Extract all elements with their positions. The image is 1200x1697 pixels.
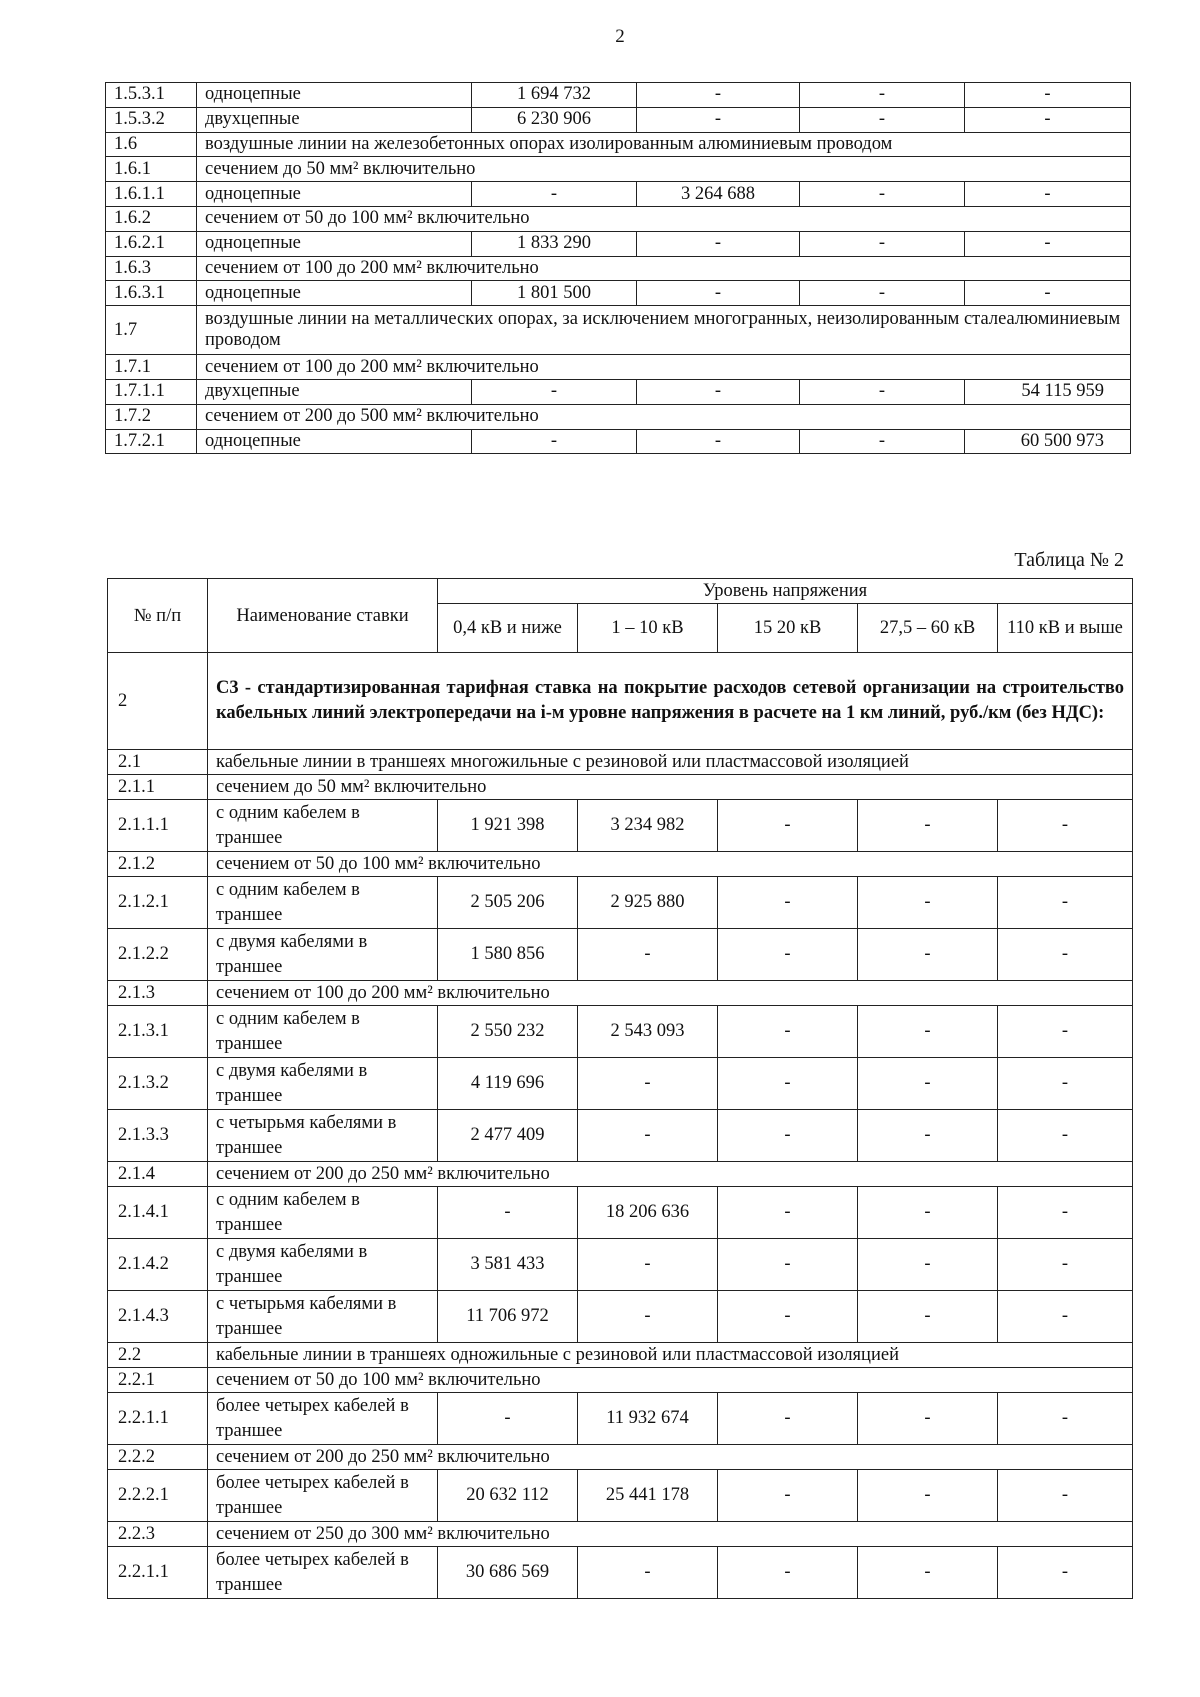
rate-value: - [998,877,1133,929]
row-name: с одним кабелем в траншее [208,877,438,929]
table-row [108,1368,1133,1393]
row-name: с одним кабелем в траншее [208,800,438,852]
rate-value: - [858,929,998,981]
column-header-level: 1 – 10 кВ [578,604,718,653]
rate-value: - [998,1291,1133,1343]
row-number: 2.1.1 [108,775,208,800]
table-row [108,1110,1133,1162]
row-section-title: сечением от 200 до 250 мм² включительно [208,1445,1133,1470]
table-row [106,429,1131,454]
table-row [108,775,1133,800]
table-row [106,107,1131,132]
rate-value: - [998,1110,1133,1162]
row-section-title: сечением от 200 до 250 мм² включительно [208,1162,1133,1187]
row-section-title: воздушные линии на железобетонных опорах изолированным алюминиевым проводом [197,132,1131,157]
table-row [108,800,1133,852]
column-header-level: 15 20 кВ [718,604,858,653]
rate-value: - [637,281,800,306]
rate-value: - [718,1058,858,1110]
rate-value: 18 206 636 [578,1187,718,1239]
row-name: одноцепные [197,231,472,256]
rate-value: - [998,1470,1133,1522]
table-row [108,653,1133,750]
table-row [108,1522,1133,1547]
rate-value: - [858,1239,998,1291]
row-name: с одним кабелем в траншее [208,1187,438,1239]
row-section-title: сечением от 100 до 200 мм² включительно [197,256,1131,281]
row-number: 2.1.3.1 [108,1006,208,1058]
row-section-title: воздушные линии на металлических опорах, за исключением многогранных, неизолированным сталеалюминиевым проводом [197,306,1131,355]
row-name: с двумя кабелями в траншее [208,1058,438,1110]
rate-value: - [858,1291,998,1343]
row-number: 2.2.2 [108,1445,208,1470]
rate-value: - [858,800,998,852]
row-section-title: сечением от 250 до 300 мм² включительно [208,1522,1133,1547]
row-section-title: кабельные линии в траншеях многожильные с резиновой или пластмассовой изоляцией [208,750,1133,775]
row-number: 2.2.1.1 [108,1547,208,1599]
rate-value: - [637,429,800,454]
rate-value: - [858,1058,998,1110]
row-name: двухцепные [197,379,472,404]
rate-value: - [858,1547,998,1599]
table-row [108,852,1133,877]
table-row [108,877,1133,929]
row-name: с двумя кабелями в траншее [208,1239,438,1291]
rate-value: - [718,1187,858,1239]
rate-value: - [998,1058,1133,1110]
rate-value: - [578,929,718,981]
rate-value: 1 694 732 [472,83,637,108]
row-name: двухцепные [197,107,472,132]
rate-value: - [578,1058,718,1110]
column-header-name: Наименование ставки [208,579,438,653]
row-name: одноцепные [197,83,472,108]
rate-value: 60 500 973 [965,429,1131,454]
table-row [108,981,1133,1006]
table-row [106,182,1131,207]
rate-value: - [998,1239,1133,1291]
row-section-title: сечением от 50 до 100 мм² включительно [208,852,1133,877]
table-row [106,379,1131,404]
table-row [106,355,1131,380]
rate-value: 1 921 398 [438,800,578,852]
table-row [106,404,1131,429]
table-row [106,306,1131,355]
rate-value: - [637,231,800,256]
rate-value: 54 115 959 [965,379,1131,404]
row-number: 1.6.1 [106,157,197,182]
rate-value: - [637,107,800,132]
table-row [108,1239,1133,1291]
row-number: 2.1.3.3 [108,1110,208,1162]
rate-value: - [965,231,1131,256]
rate-value: - [718,877,858,929]
row-name: одноцепные [197,182,472,207]
table-row [108,1547,1133,1599]
rate-value: 2 543 093 [578,1006,718,1058]
row-number: 2.1.4.1 [108,1187,208,1239]
rate-value: - [800,429,965,454]
row-name: одноцепные [197,281,472,306]
row-number: 2.1.2.1 [108,877,208,929]
rate-value: - [718,1006,858,1058]
rate-value: - [800,83,965,108]
table-row [108,1187,1133,1239]
rate-value: - [718,1393,858,1445]
row-section-title: сечением до 50 мм² включительно [208,775,1133,800]
rate-value: - [965,182,1131,207]
table-row [108,1470,1133,1522]
row-number: 1.6.3.1 [106,281,197,306]
rate-value: 11 932 674 [578,1393,718,1445]
rate-value: 11 706 972 [438,1291,578,1343]
table-row [108,1393,1133,1445]
rate-value: - [578,1547,718,1599]
row-name: с четырьмя кабелями в траншее [208,1291,438,1343]
rate-value: - [718,1239,858,1291]
row-name: одноцепные [197,429,472,454]
rate-value: - [998,1187,1133,1239]
rate-value: - [998,1393,1133,1445]
row-number: 2.2.1 [108,1368,208,1393]
rate-value: - [800,107,965,132]
row-number: 2.1.4.2 [108,1239,208,1291]
row-section-title: сечением от 200 до 500 мм² включительно [197,404,1131,429]
row-number: 1.5.3.2 [106,107,197,132]
rate-value: - [965,83,1131,108]
column-header-voltage: Уровень напряжения [438,579,1133,604]
row-number: 2.1.1.1 [108,800,208,852]
row-number: 1.6.3 [106,256,197,281]
row-number: 1.7.1 [106,355,197,380]
row-section-title: кабельные линии в траншеях одножильные с резиновой или пластмассовой изоляцией [208,1343,1133,1368]
rate-value: 4 119 696 [438,1058,578,1110]
rate-value: 6 230 906 [472,107,637,132]
rate-value: - [438,1393,578,1445]
row-number: 1.5.3.1 [106,83,197,108]
rate-value: 1 580 856 [438,929,578,981]
table-row [108,750,1133,775]
rate-value: 25 441 178 [578,1470,718,1522]
row-section-title: сечением от 50 до 100 мм² включительно [208,1368,1133,1393]
rate-value: - [998,1547,1133,1599]
rate-value: - [578,1239,718,1291]
rates-table-continued [105,82,1131,454]
rate-value: - [578,1110,718,1162]
table-row [108,1445,1133,1470]
row-number: 1.6.2 [106,206,197,231]
row-name: более четырех кабелей в траншее [208,1547,438,1599]
rate-value: - [637,83,800,108]
column-header-level: 27,5 – 60 кВ [858,604,998,653]
rate-value: 2 505 206 [438,877,578,929]
table-row [108,1291,1133,1343]
table-row [106,231,1131,256]
row-number: 2.2.2.1 [108,1470,208,1522]
rate-value: - [965,107,1131,132]
table-row [106,157,1131,182]
row-number: 2.2.3 [108,1522,208,1547]
rate-value: - [800,281,965,306]
row-number: 2.1.2 [108,852,208,877]
table-row [106,83,1131,108]
table-row [108,1343,1133,1368]
rate-value: - [472,429,637,454]
row-number: 1.7.1.1 [106,379,197,404]
page-number: 2 [615,26,625,47]
rate-value: - [800,231,965,256]
rate-value: - [800,379,965,404]
rate-value: - [858,1393,998,1445]
row-number: 1.6.2.1 [106,231,197,256]
row-number: 2.1.4 [108,1162,208,1187]
row-number: 1.6.1.1 [106,182,197,207]
row-number: 2.1 [108,750,208,775]
rate-value: - [998,929,1133,981]
table-row [108,1162,1133,1187]
table-row [106,256,1131,281]
rate-value: - [858,877,998,929]
row-number: 2 [108,653,208,750]
row-number: 2.2 [108,1343,208,1368]
rate-value: 1 801 500 [472,281,637,306]
rate-value: - [718,800,858,852]
row-number: 1.6 [106,132,197,157]
rate-value: - [718,1110,858,1162]
rate-value: 2 477 409 [438,1110,578,1162]
row-name: с четырьмя кабелями в траншее [208,1110,438,1162]
row-section-title: сечением от 50 до 100 мм² включительно [197,206,1131,231]
rate-value: - [858,1470,998,1522]
rate-value: 3 264 688 [637,182,800,207]
rate-value: - [718,1470,858,1522]
rate-value: - [998,800,1133,852]
row-name: с одним кабелем в траншее [208,1006,438,1058]
rate-value: - [472,379,637,404]
table-row [108,929,1133,981]
rate-value: 3 581 433 [438,1239,578,1291]
rate-value: - [965,281,1131,306]
row-number: 2.1.3 [108,981,208,1006]
rate-value: 3 234 982 [578,800,718,852]
rate-value: 1 833 290 [472,231,637,256]
rate-value: - [578,1291,718,1343]
row-name: с двумя кабелями в траншее [208,929,438,981]
rate-value: - [998,1006,1133,1058]
column-header-level: 0,4 кВ и ниже [438,604,578,653]
row-number: 1.7.2.1 [106,429,197,454]
table-row [106,281,1131,306]
table-row [108,1058,1133,1110]
row-number: 2.1.3.2 [108,1058,208,1110]
rate-value: 2 925 880 [578,877,718,929]
rate-value: - [858,1110,998,1162]
row-number: 1.7.2 [106,404,197,429]
row-number: 1.7 [106,306,197,355]
rate-value: 20 632 112 [438,1470,578,1522]
rate-value: - [472,182,637,207]
table-caption: Таблица № 2 [1014,549,1124,571]
table-row [108,1006,1133,1058]
rate-value: - [718,929,858,981]
rate-value: - [438,1187,578,1239]
row-name: более четырех кабелей в траншее [208,1470,438,1522]
rate-value: - [637,379,800,404]
rate-value: - [858,1187,998,1239]
row-name: более четырех кабелей в траншее [208,1393,438,1445]
column-header-number: № п/п [108,579,208,653]
rate-value: - [800,182,965,207]
row-section-title: сечением от 100 до 200 мм² включительно [197,355,1131,380]
row-number: 2.1.4.3 [108,1291,208,1343]
rate-value: 2 550 232 [438,1006,578,1058]
row-number: 2.1.2.2 [108,929,208,981]
rate-value: - [718,1291,858,1343]
row-number: 2.2.1.1 [108,1393,208,1445]
rate-value: 30 686 569 [438,1547,578,1599]
rate-title: С3 - стандартизированная тарифная ставка на покрытие расходов сетевой организации на строительство кабельных линий электропередачи на i-м уровне напряжения в расчете на 1 км линий, руб./км (без НДС): [208,653,1133,750]
table-row [106,206,1131,231]
row-section-title: сечением до 50 мм² включительно [197,157,1131,182]
rates-table-2 [107,578,1133,1599]
table-row [106,132,1131,157]
rate-value: - [718,1547,858,1599]
row-section-title: сечением от 100 до 200 мм² включительно [208,981,1133,1006]
rate-value: - [858,1006,998,1058]
column-header-level: 110 кВ и выше [998,604,1133,653]
